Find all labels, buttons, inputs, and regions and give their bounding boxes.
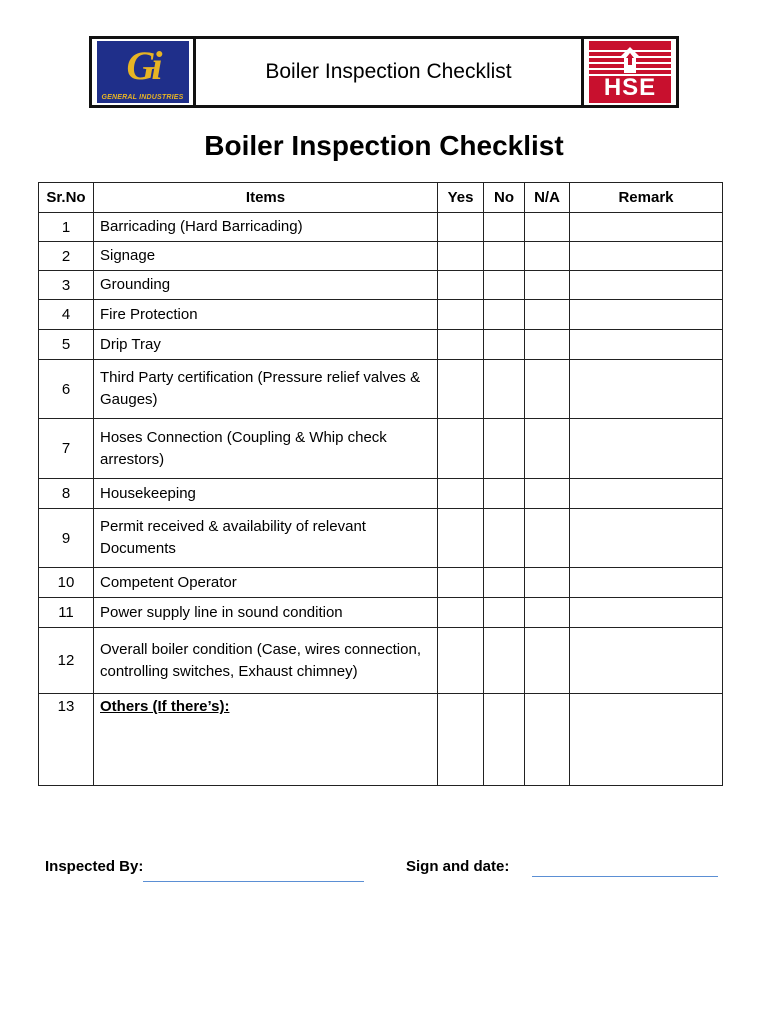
yes-cell[interactable] (438, 419, 484, 479)
row-number: 2 (39, 242, 94, 271)
na-cell[interactable] (525, 479, 570, 509)
logo-letters: Gi (126, 43, 159, 88)
sign-date-line[interactable] (532, 876, 718, 877)
row-number: 5 (39, 330, 94, 360)
remark-cell[interactable] (570, 242, 723, 271)
others-label[interactable]: Others (If there’s): (94, 694, 438, 786)
hse-logo-cell (581, 39, 676, 105)
row-item: Grounding (94, 271, 438, 300)
logo-company-name: GENERAL INDUSTRIES (101, 94, 184, 101)
row-number: 11 (39, 598, 94, 628)
table-row (39, 479, 723, 509)
yes-cell[interactable] (438, 213, 484, 242)
remark-cell[interactable] (570, 419, 723, 479)
column-header-remark: Remark (570, 183, 723, 213)
column-header-no: No (484, 183, 525, 213)
row-number: 10 (39, 568, 94, 598)
yes-cell[interactable] (438, 509, 484, 568)
hse-logo-text: HSE (603, 74, 657, 101)
na-cell[interactable] (525, 628, 570, 694)
row-item: Hoses Connection (Coupling & Whip check arrestors) (94, 419, 438, 479)
table-row (39, 419, 723, 479)
table-row (39, 213, 723, 242)
table-row (39, 300, 723, 330)
yes-cell[interactable] (438, 330, 484, 360)
row-number: 4 (39, 300, 94, 330)
no-cell[interactable] (484, 479, 525, 509)
row-item: Fire Protection (94, 300, 438, 330)
no-cell[interactable] (484, 300, 525, 330)
row-number: 9 (39, 509, 94, 568)
yes-cell[interactable] (438, 242, 484, 271)
company-logo-cell (92, 39, 196, 105)
remark-cell[interactable] (570, 271, 723, 300)
no-cell[interactable] (484, 568, 525, 598)
table-row (39, 598, 723, 628)
na-cell[interactable] (525, 694, 570, 786)
column-header-na: N/A (525, 183, 570, 213)
yes-cell[interactable] (438, 271, 484, 300)
row-number: 8 (39, 479, 94, 509)
yes-cell[interactable] (438, 628, 484, 694)
row-item: Drip Tray (94, 330, 438, 360)
no-cell[interactable] (484, 598, 525, 628)
row-item: Signage (94, 242, 438, 271)
no-cell[interactable] (484, 419, 525, 479)
house-icon (620, 47, 640, 73)
column-header-items: Items (94, 183, 438, 213)
yes-cell[interactable] (438, 598, 484, 628)
no-cell[interactable] (484, 694, 525, 786)
remark-cell[interactable] (570, 479, 723, 509)
remark-cell[interactable] (570, 628, 723, 694)
row-number: 1 (39, 213, 94, 242)
no-cell[interactable] (484, 509, 525, 568)
table-row (39, 509, 723, 568)
row-number: 12 (39, 628, 94, 694)
inspection-checklist-table (38, 182, 723, 786)
row-item: Barricading (Hard Barricading) (94, 213, 438, 242)
na-cell[interactable] (525, 568, 570, 598)
inspected-by-line[interactable] (143, 881, 364, 882)
remark-cell[interactable] (570, 568, 723, 598)
na-cell[interactable] (525, 360, 570, 419)
row-number: 7 (39, 419, 94, 479)
no-cell[interactable] (484, 360, 525, 419)
no-cell[interactable] (484, 242, 525, 271)
row-number: 6 (39, 360, 94, 419)
remark-cell[interactable] (570, 694, 723, 786)
table-row (39, 568, 723, 598)
table-header-row (39, 183, 723, 213)
remark-cell[interactable] (570, 330, 723, 360)
no-cell[interactable] (484, 213, 525, 242)
na-cell[interactable] (525, 598, 570, 628)
table-row (39, 330, 723, 360)
hse-logo (589, 41, 671, 103)
na-cell[interactable] (525, 330, 570, 360)
row-item: Housekeeping (94, 479, 438, 509)
remark-cell[interactable] (570, 509, 723, 568)
yes-cell[interactable] (438, 568, 484, 598)
remark-cell[interactable] (570, 360, 723, 419)
document-header (89, 36, 679, 108)
no-cell[interactable] (484, 330, 525, 360)
general-industries-logo (97, 41, 189, 103)
na-cell[interactable] (525, 300, 570, 330)
remark-cell[interactable] (570, 213, 723, 242)
yes-cell[interactable] (438, 360, 484, 419)
remark-cell[interactable] (570, 300, 723, 330)
table-row (39, 242, 723, 271)
na-cell[interactable] (525, 509, 570, 568)
row-item: Power supply line in sound condition (94, 598, 438, 628)
row-item: Overall boiler condition (Case, wires connection, controlling switches, Exhaust chimney) (94, 628, 438, 694)
inspected-by-label: Inspected By: (45, 858, 144, 875)
row-item: Permit received & availability of relevant Documents (94, 509, 438, 568)
yes-cell[interactable] (438, 300, 484, 330)
row-number: 13 (39, 694, 94, 786)
row-item: Third Party certification (Pressure relief valves & Gauges) (94, 360, 438, 419)
yes-cell[interactable] (438, 694, 484, 786)
column-header-yes: Yes (438, 183, 484, 213)
page-title: Boiler Inspection Checklist (204, 130, 564, 161)
row-item: Competent Operator (94, 568, 438, 598)
table-row (39, 271, 723, 300)
sign-date-label: Sign and date: (406, 858, 510, 875)
table-row (39, 694, 723, 786)
na-cell[interactable] (525, 271, 570, 300)
na-cell[interactable] (525, 213, 570, 242)
no-cell[interactable] (484, 628, 525, 694)
row-number: 3 (39, 271, 94, 300)
header-title: Boiler Inspection Checklist (265, 60, 512, 83)
na-cell[interactable] (525, 419, 570, 479)
na-cell[interactable] (525, 242, 570, 271)
remark-cell[interactable] (570, 598, 723, 628)
yes-cell[interactable] (438, 479, 484, 509)
column-header-srno: Sr.No (39, 183, 94, 213)
table-row (39, 360, 723, 419)
no-cell[interactable] (484, 271, 525, 300)
table-row (39, 628, 723, 694)
